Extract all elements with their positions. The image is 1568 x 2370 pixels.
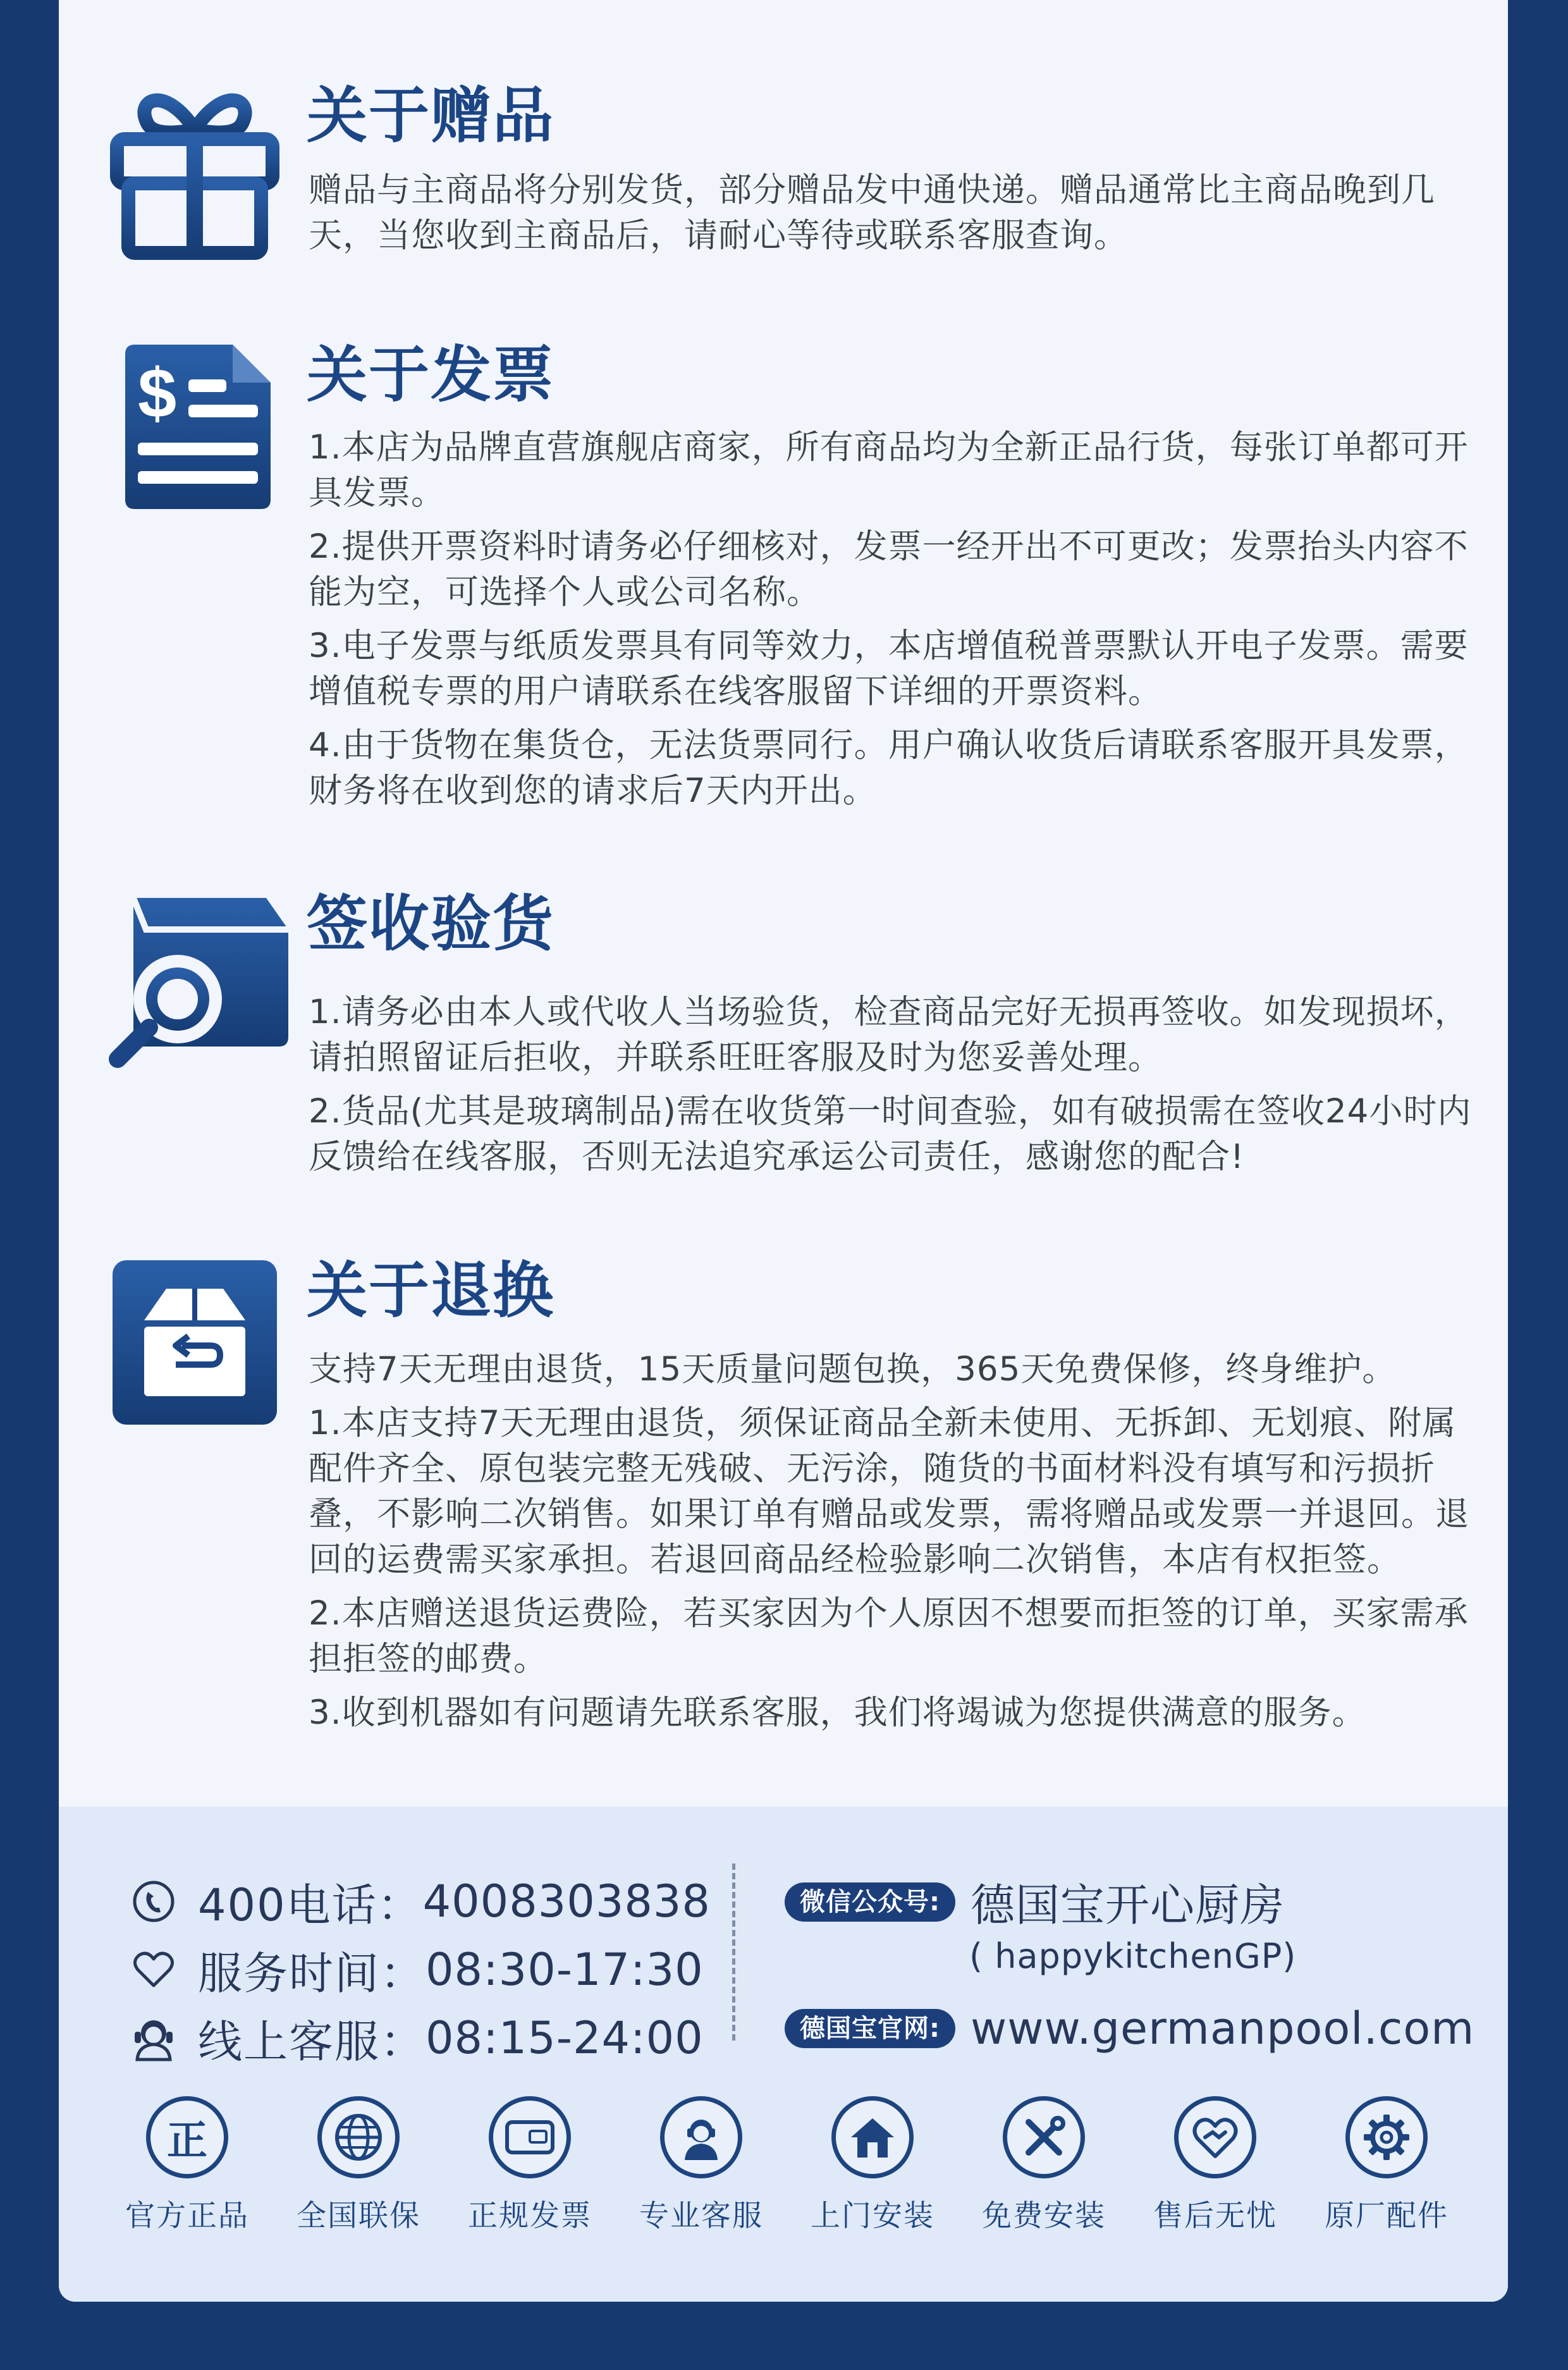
heart-icon [128,1944,179,1995]
badge-label: 原厂配件 [1325,2199,1449,2233]
gift-icon [109,79,280,262]
gift-paragraph: 赠品与主商品将分别发货，部分赠品发中通快递。赠品通常比主商品晚到几天，当您收到主商品后，请耐心等待或联系客服查询。 [309,171,1435,255]
card-icon [489,2096,571,2178]
invoice-paragraph: 4.由于货物在集货仓，无法货票同行。用户确认收货后请联系客服开具发票，财务将在收到您的请求后7天内开出。 [309,726,1469,810]
badge-label: 正规发票 [468,2199,592,2233]
phone-row [128,1873,711,1930]
online-label: 线上客服： [198,2015,426,2068]
svg-text:$: $ [138,355,177,433]
invoice-icon [119,341,277,512]
returns-paragraph: 3.收到机器如有问题请先联系客服，我们将竭诚为您提供满意的服务。 [309,1693,1366,1732]
invoice-body [309,425,1472,822]
genuine-icon [146,2096,228,2178]
inspect-paragraph: 1.请务必由本人或代收人当场验货，检查商品完好无损再签收。如发现损坏，请拍照留证后拒收，并联系旺旺客服及时为您妥善处理。 [309,993,1469,1077]
wechat-pill: 微信公众号: [785,1882,955,1922]
hours-value: 08:30-17:30 [426,1944,704,1996]
return-box-icon [113,1260,277,1425]
home-icon [831,2096,914,2178]
gear-icon [1345,2096,1428,2178]
badge-free-install [962,2096,1126,2235]
phone-number[interactable]: 4008303838 [422,1876,711,1927]
phone-icon [128,1876,179,1927]
badge-invoice [448,2096,612,2235]
returns-paragraph: 1.本店支持7天无理由退货，须保证商品全新未使用、无拆卸、无划痕、附属配件齐全、原包装完整无残破、无污涂，随货的书面材料没有填写和污损折叠，不影响二次销售。如果订单有赠品或发票，需将赠品或发票一并退回。退回的运费需买家承担。若退回商品经检验影响二次销售，本店有权拒签。 [309,1404,1469,1579]
invoice-title: 关于发票 [307,340,554,410]
badge-service [619,2096,783,2235]
hours-row [128,1941,704,1998]
info-card [59,0,1508,2302]
contact-footer [59,1807,1508,2302]
badge-parts [1304,2096,1469,2235]
online-value: 08:15-24:00 [426,2012,704,2064]
invoice-paragraph: 1.本店为品牌直营旗舰店商家，所有商品均为全新正品行货，每张订单都可开具发票。 [309,428,1469,512]
wechat-handle: ( happykitchenGP) [969,1936,1297,1976]
hours-label: 服务时间： [198,1947,426,1999]
invoice-paragraph: 3.电子发票与纸质发票具有同等效力，本店增值税普票默认开电子发票。需要增值税专票的用户请联系在线客服留下详细的开票资料。 [309,627,1469,711]
genuine-glyph: 正 [167,2118,207,2164]
inspect-title: 签收验货 [307,888,554,959]
website-link[interactable]: www.germanpool.com [971,2003,1475,2054]
badge-label: 免费安装 [982,2199,1106,2233]
badge-label: 专业客服 [639,2199,763,2233]
returns-title: 关于退换 [307,1255,554,1326]
badge-genuine [105,2096,269,2235]
online-row [128,2010,704,2066]
returns-body [309,1347,1472,1744]
wechat-row [785,1870,1285,1934]
wechat-account[interactable]: 德国宝开心厨房 [971,1879,1285,1931]
service-badges [59,2096,1508,2261]
website-pill: 德国宝官网: [785,2009,955,2048]
badge-aftersales [1133,2096,1297,2235]
badge-warranty [276,2096,441,2235]
handshake-heart-icon [1174,2096,1256,2178]
invoice-paragraph: 2.提供开票资料时请务必仔细核对，发票一经开出不可更改；发票抬头内容不能为空，可选择个人或公司名称。 [309,527,1469,611]
badge-label: 官方正品 [125,2199,249,2233]
agent-icon [660,2096,742,2178]
tools-icon [1003,2096,1085,2178]
badge-install [790,2096,955,2235]
phone-label: 400电话： [198,1879,423,1931]
inspect-body [309,990,1472,1188]
returns-paragraph: 2.本店赠送退货运费险，若买家因为个人原因不想要而拒签的订单，买家需承担拒签的邮费。 [309,1594,1469,1678]
footer-divider [732,1863,735,2041]
returns-paragraph: 支持7天无理由退货，15天质量问题包换，365天免费保修，终身维护。 [309,1350,1397,1389]
package-magnifier-icon [108,892,291,1075]
website-row [785,2003,1474,2054]
badge-label: 上门安装 [811,2199,934,2233]
badge-label: 售后无忧 [1153,2199,1277,2233]
gift-body [309,168,1472,267]
inspect-paragraph: 2.货品(尤其是玻璃制品)需在收货第一时间查验，如有破损需在签收24小时内反馈给在线客服，否则无法追究承运公司责任，感谢您的配合! [309,1092,1472,1176]
headset-agent-icon [128,2013,179,2063]
badge-label: 全国联保 [297,2199,420,2233]
gift-title: 关于赠品 [307,80,554,151]
globe-icon [317,2096,400,2178]
